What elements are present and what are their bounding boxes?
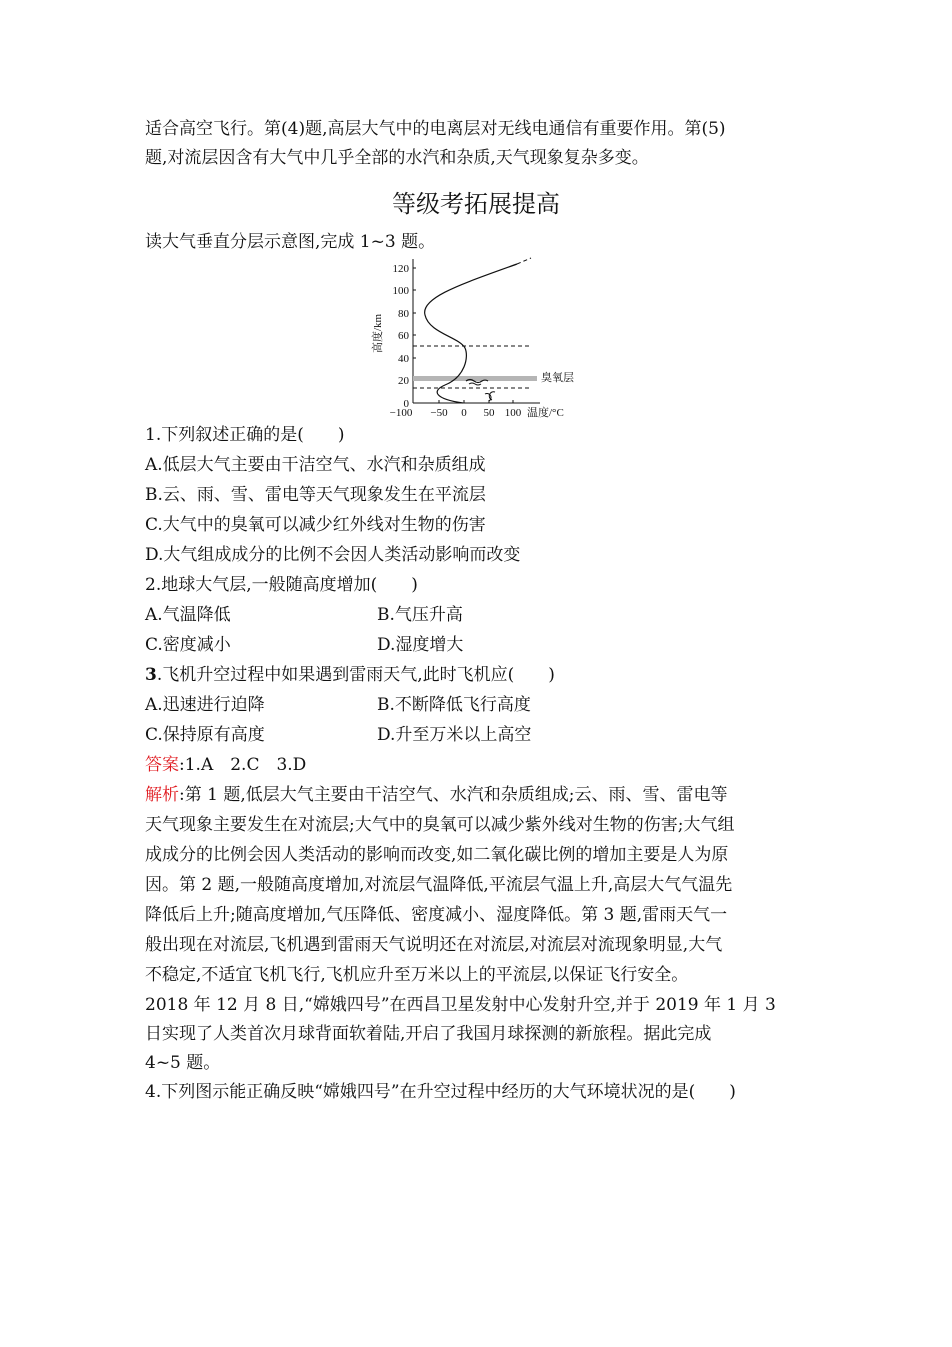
passage-line: 日实现了人类首次月球背面软着陆,开启了我国月球探测的新旅程。据此完成 [145, 1024, 712, 1044]
analysis-line: 降低后上升;随高度增加,气压降低、密度减小、湿度降低。第 3 题,雷雨天气一 [145, 905, 728, 925]
ozone-label: 臭氧层 [541, 372, 574, 384]
atmosphere-layer-diagram [365, 255, 590, 421]
x-axis-label: 温度/°C [527, 407, 564, 419]
analysis-line: 不稳定,不适宜飞机飞行,飞机应升至万米以上的平流层,以保证飞行安全。 [145, 965, 689, 985]
analysis-text: :第 1 题,低层大气主要由干洁空气、水汽和杂质组成;云、雨、雪、雷电等 [179, 785, 728, 805]
question-1-stem: 1.下列叙述正确的是( ) [145, 425, 345, 445]
x-tick-label: 100 [504, 407, 522, 419]
y-axis-label: 高度/km [372, 313, 384, 353]
option-b: B.云、雨、雪、雷电等天气现象发生在平流层 [145, 485, 486, 505]
answer-label: 答案 [145, 755, 179, 775]
question-intro: 读大气垂直分层示意图,完成 1~3 题。 [145, 232, 436, 252]
x-tick-label: 50 [483, 407, 495, 419]
y-tick-label: 20 [398, 375, 409, 387]
temperature-curve-extension [517, 258, 531, 264]
option-a: A.低层大气主要由干洁空气、水汽和杂质组成 [145, 455, 486, 475]
analysis-label: 解析 [145, 785, 179, 805]
option-a: A.气温降低 [145, 605, 231, 625]
analysis-line: 成成分的比例会因人类活动的影响而改变,如二氧化碳比例的增加主要是人为原 [145, 845, 729, 865]
analysis-line: 天气现象主要发生在对流层;大气中的臭氧可以减少紫外线对生物的伤害;大气组 [145, 815, 735, 835]
temperature-curve [425, 264, 517, 403]
option-c: C.大气中的臭氧可以减少红外线对生物的伤害 [145, 515, 486, 535]
weather-symbol [469, 383, 481, 385]
analysis-line: 般出现在对流层,飞机遇到雷雨天气说明还在对流层,对流层对流现象明显,大气 [145, 935, 723, 955]
paragraph-line: 适合高空飞行。第(4)题,高层大气中的电离层对无线电通信有重要作用。第(5) [145, 119, 726, 139]
option-b: B.气压升高 [377, 605, 463, 625]
y-tick-label: 0 [403, 398, 409, 410]
question-3-stem [145, 664, 555, 686]
y-tick-label: 60 [398, 330, 409, 342]
question-text: .飞机升空过程中如果遇到雷雨天气,此时飞机应( ) [156, 665, 555, 685]
y-tick-label: 80 [398, 308, 409, 320]
option-c: C.保持原有高度 [145, 725, 265, 745]
section-title: 等级考拓展提高 [392, 190, 560, 218]
question-2-stem: 2.地球大气层,一般随高度增加( ) [145, 575, 418, 595]
x-tick-label: −50 [430, 407, 448, 419]
answer-line [145, 754, 306, 776]
y-tick-label: 100 [392, 285, 409, 297]
x-tick-label: 0 [461, 407, 467, 419]
question-number: 3 [145, 665, 157, 685]
passage-line: 4~5 题。 [145, 1053, 221, 1073]
convection-arrow [489, 392, 495, 400]
option-d: D.湿度增大 [377, 635, 464, 655]
convection-arrow [485, 393, 491, 401]
option-d: D.大气组成成分的比例不会因人类活动影响而改变 [145, 545, 521, 565]
ozone-band [413, 376, 537, 381]
option-d: D.升至万米以上高空 [377, 725, 532, 745]
passage-line: 2018 年 12 月 8 日,“嫦娥四号”在西昌卫星发射中心发射升空,并于 2019 年 1 月 3 [145, 995, 776, 1015]
analysis-line [145, 784, 727, 806]
answer-text: :1.A 2.C 3.D [179, 755, 307, 775]
analysis-line: 因。第 2 题,一般随高度增加,对流层气温降低,平流层气温上升,高层大气气温先 [145, 875, 733, 895]
question-4-stem: 4.下列图示能正确反映“嫦娥四号”在升空过程中经历的大气环境状况的是( ) [145, 1082, 736, 1102]
paragraph-line: 题,对流层因含有大气中几乎全部的水汽和杂质,天气现象复杂多变。 [145, 148, 649, 168]
option-a: A.迅速进行迫降 [145, 695, 265, 715]
option-c: C.密度减小 [145, 635, 231, 655]
y-tick-label: 40 [398, 353, 409, 365]
x-tick-label: −100 [389, 407, 413, 419]
option-b: B.不断降低飞行高度 [377, 695, 531, 715]
y-tick-label: 120 [392, 263, 409, 275]
